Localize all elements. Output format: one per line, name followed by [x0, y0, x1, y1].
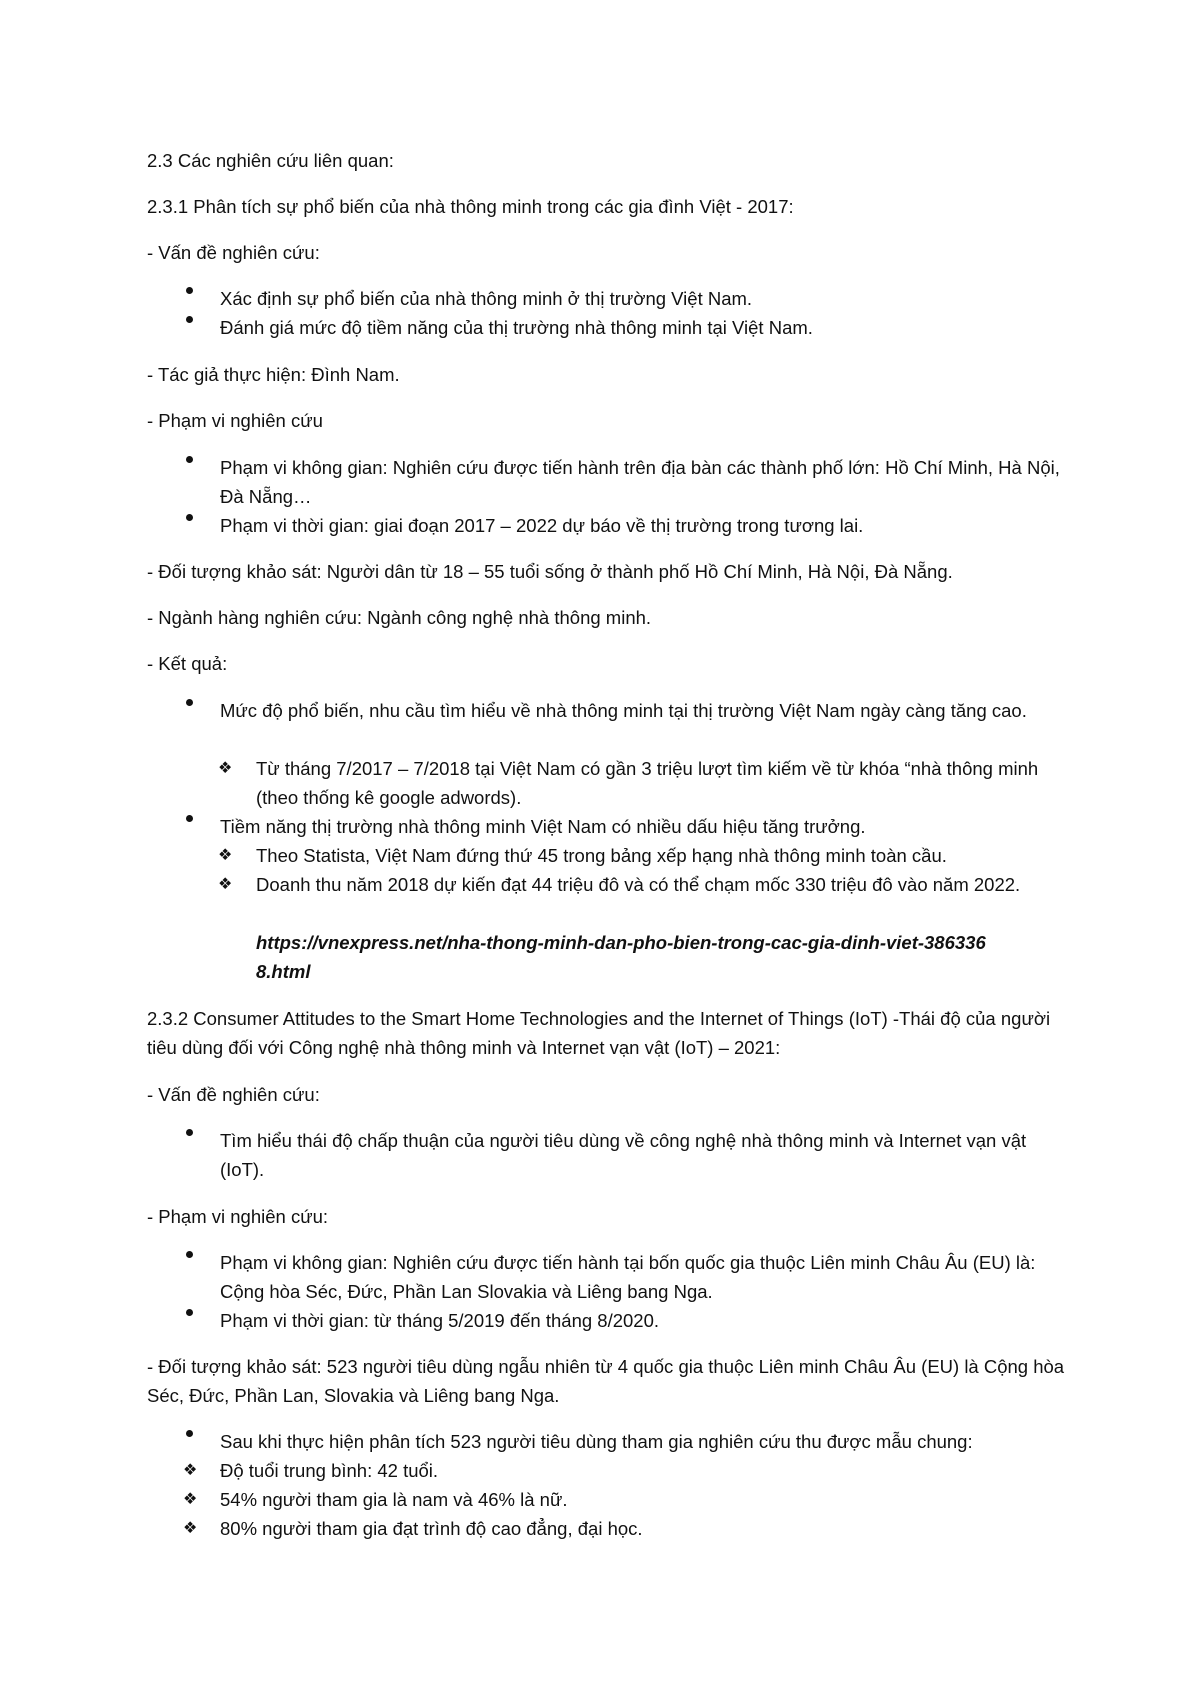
diamond-bullet-icon: ❖ [218, 847, 233, 864]
bullet-icon [183, 453, 195, 465]
study2-scope-item: Phạm vi không gian: Nghiên cứu được tiến hành tại bốn quốc gia thuộc Liên minh Châu Âu (EU) là: Cộng hòa Séc, Đức, Phần Lan Slovakia và Liêng bang Nga. [220, 1252, 1036, 1302]
study1-heading: 2.3.1 Phân tích sự phổ biến của nhà thông minh trong các gia đình Việt - 2017: [147, 196, 794, 217]
study1-author: - Tác giả thực hiện: Đình Nam. [147, 364, 400, 385]
study2-scope-item: Phạm vi thời gian: từ tháng 5/2019 đến tháng 8/2020. [220, 1310, 660, 1331]
study2-sample-intro: Sau khi thực hiện phân tích 523 người tiêu dùng tham gia nghiên cứu thu được mẫu chung: [220, 1431, 973, 1452]
bullet-icon [183, 1126, 195, 1138]
study1-result-item: Mức độ phổ biến, nhu cầu tìm hiểu về nhà thông minh tại thị trường Việt Nam ngày càng tăng cao. [220, 700, 1027, 721]
diamond-bullet-icon: ❖ [183, 1462, 198, 1479]
bullet-icon [183, 313, 195, 325]
bullet-icon [183, 696, 195, 708]
section-title: 2.3 Các nghiên cứu liên quan: [147, 150, 394, 171]
study1-result-subitem: Doanh thu năm 2018 dự kiến đạt 44 triệu đô và có thể chạm mốc 330 triệu đô vào năm 2022. [256, 874, 1021, 895]
study1-scope-item: Phạm vi thời gian: giai đoạn 2017 – 2022 dự báo về thị trường trong tương lai. [220, 515, 864, 536]
study1-results-label: - Kết quả: [147, 653, 228, 674]
study1-result-subitem: Theo Statista, Việt Nam đứng thứ 45 trong bảng xếp hạng nhà thông minh toàn cầu. [256, 845, 947, 866]
study1-result-item: Tiềm năng thị trường nhà thông minh Việt Nam có nhiều dấu hiệu tăng trưởng. [220, 816, 866, 837]
study2-sample-item: 54% người tham gia là nam và 46% là nữ. [220, 1489, 568, 1510]
bullet-icon [183, 284, 195, 296]
study2-heading: 2.3.2 Consumer Attitudes to the Smart Home Technologies and the Internet of Things (IoT) -Thái độ của người tiêu dùng đối với Công nghệ nhà thông minh và Internet vạn vật (IoT) – 2021: [147, 1008, 1051, 1058]
bullet-icon [183, 1427, 195, 1439]
study1-problem-item: Đánh giá mức độ tiềm năng của thị trường nhà thông minh tại Việt Nam. [220, 317, 813, 338]
study2-sample-item: 80% người tham gia đạt trình độ cao đẳng, đại học. [220, 1518, 643, 1539]
bullet-icon [183, 1306, 195, 1318]
study1-scope-item: Phạm vi không gian: Nghiên cứu được tiến hành trên địa bàn các thành phố lớn: Hồ Chí Minh, Hà Nội, Đà Nẵng… [220, 457, 1060, 507]
study1-industry: - Ngành hàng nghiên cứu: Ngành công nghệ nhà thông minh. [147, 607, 652, 628]
study2-subjects: - Đối tượng khảo sát: 523 người tiêu dùng ngẫu nhiên từ 4 quốc gia thuộc Liên minh Châu Âu (EU) là Cộng hòa Séc, Đức, Phần Lan, Slovakia và Liêng bang Nga. [147, 1356, 1065, 1406]
study1-subjects: - Đối tượng khảo sát: Người dân từ 18 – 55 tuổi sống ở thành phố Hồ Chí Minh, Hà Nội, Đà Nẵng. [147, 561, 953, 582]
diamond-bullet-icon: ❖ [218, 760, 233, 777]
study1-problem-label: - Vấn đề nghiên cứu: [147, 242, 320, 263]
bullet-icon [183, 812, 195, 824]
study2-scope-label: - Phạm vi nghiên cứu: [147, 1206, 329, 1227]
bullet-icon [183, 511, 195, 523]
source-link[interactable]: https://vnexpress.net/nha-thong-minh-dan-pho-bien-trong-cac-gia-dinh-viet-3863368.html [256, 932, 986, 982]
study1-scope-label: - Phạm vi nghiên cứu [147, 410, 323, 431]
diamond-bullet-icon: ❖ [218, 876, 233, 893]
study1-result-subitem: Từ tháng 7/2017 – 7/2018 tại Việt Nam có gần 3 triệu lượt tìm kiếm về từ khóa “nhà thông minh (theo thống kê google adwords). [256, 758, 1039, 808]
diamond-bullet-icon: ❖ [183, 1491, 198, 1508]
diamond-bullet-icon: ❖ [183, 1520, 198, 1537]
bullet-icon [183, 1248, 195, 1260]
study2-problem-item: Tìm hiểu thái độ chấp thuận của người tiêu dùng về công nghệ nhà thông minh và Internet vạn vật (IoT). [220, 1130, 1027, 1180]
study1-problem-item: Xác định sự phổ biến của nhà thông minh ở thị trường Việt Nam. [220, 288, 753, 309]
study2-sample-item: Độ tuổi trung bình: 42 tuổi. [220, 1460, 439, 1481]
study2-problem-label: - Vấn đề nghiên cứu: [147, 1084, 320, 1105]
